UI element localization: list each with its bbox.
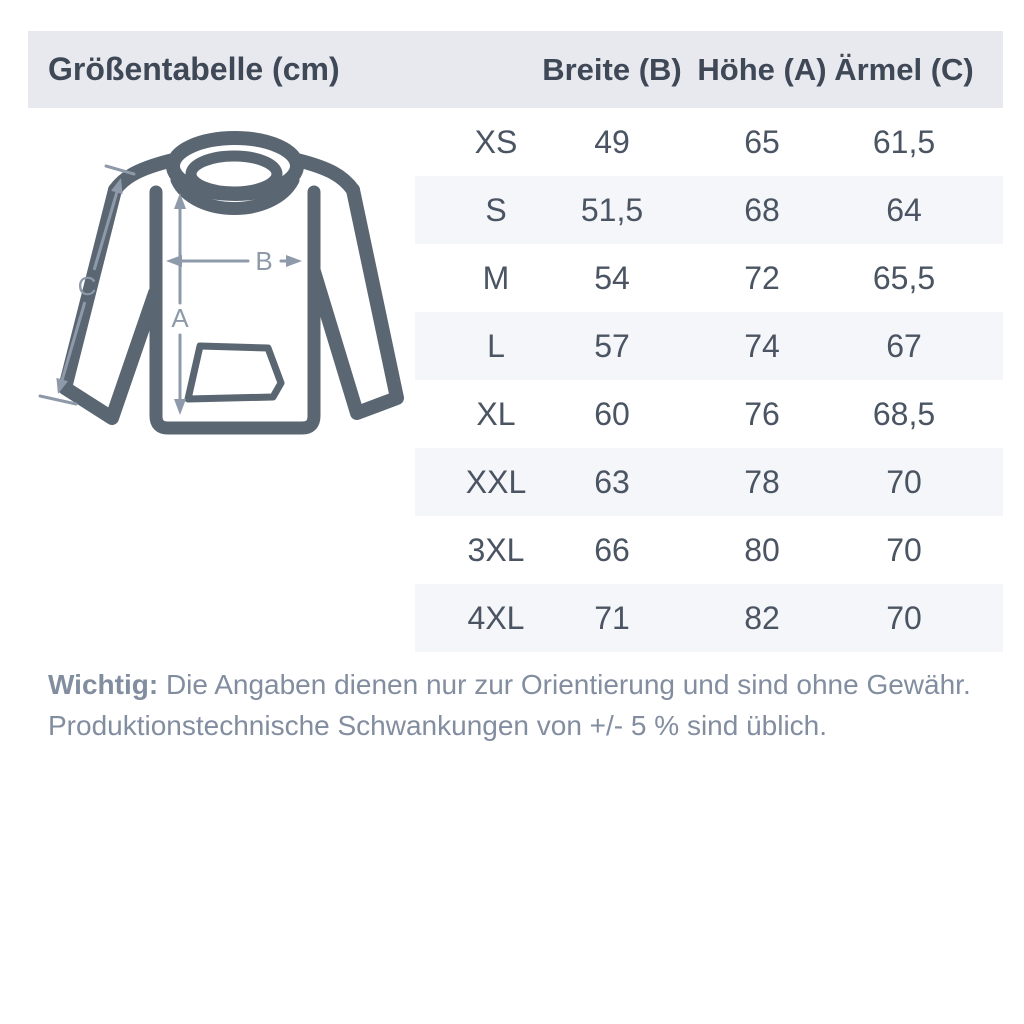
breite-value: 63 [594, 464, 630, 500]
hoehe-value: 68 [744, 192, 780, 228]
aermel-value: 70 [886, 600, 922, 636]
column-header-aermel: Ärmel (C) [834, 51, 974, 87]
footer-line-1 [48, 664, 983, 705]
hoehe-value: 72 [744, 260, 780, 296]
pocket-outline [188, 346, 281, 399]
size-table-body [415, 108, 1003, 652]
hoehe-value: 74 [744, 328, 780, 364]
size-label: XS [474, 124, 518, 160]
table-row [415, 244, 1003, 312]
table-row [415, 108, 1003, 176]
aermel-value: 67 [886, 328, 922, 364]
footer-line-1-text: Die Angaben dienen nur zur Orientierung und sind ohne Gewähr. [165, 669, 971, 700]
table-row [415, 448, 1003, 516]
hoehe-value: 82 [744, 600, 780, 636]
dimension-label-b: B [255, 246, 273, 276]
left-sleeve-outline [65, 190, 155, 418]
hoehe-value: 76 [744, 396, 780, 432]
hood-opening-ring [191, 156, 277, 192]
footer-bold-label: Wichtig: [48, 669, 159, 700]
right-sleeve-outline [312, 190, 397, 413]
size-label: S [485, 192, 507, 228]
aermel-value: 70 [886, 464, 922, 500]
table-row [415, 584, 1003, 652]
dimension-label-a: A [171, 303, 189, 333]
size-label: M [482, 260, 510, 296]
size-label: L [487, 328, 505, 364]
page-title: Größentabelle (cm) [48, 51, 340, 87]
breite-value: 71 [594, 600, 630, 636]
size-label: 3XL [467, 532, 525, 568]
footer-note [48, 664, 983, 746]
hoodie-diagram [35, 126, 407, 448]
footer-line-2: Produktionstechnische Schwankungen von +/- 5 % sind üblich. [48, 710, 828, 741]
aermel-value: 64 [886, 192, 922, 228]
breite-value: 51,5 [580, 192, 644, 228]
breite-value: 66 [594, 532, 630, 568]
size-label: XXL [465, 464, 527, 500]
breite-value: 49 [594, 124, 630, 160]
hoehe-value: 65 [744, 124, 780, 160]
column-header-hoehe: Höhe (A) [697, 51, 827, 87]
hoehe-value: 80 [744, 532, 780, 568]
dimension-label-c: C [77, 271, 97, 301]
aermel-value: 68,5 [872, 396, 936, 432]
table-header-band [28, 31, 1003, 108]
column-header-breite: Breite (B) [542, 51, 682, 87]
table-row [415, 176, 1003, 244]
breite-value: 54 [594, 260, 630, 296]
right-shoulder-outline [297, 160, 353, 190]
breite-value: 60 [594, 396, 630, 432]
hoehe-value: 78 [744, 464, 780, 500]
breite-value: 57 [594, 328, 630, 364]
table-row [415, 312, 1003, 380]
aermel-value: 61,5 [872, 124, 936, 160]
aermel-value: 70 [886, 532, 922, 568]
size-label: 4XL [467, 600, 525, 636]
aermel-value: 65,5 [872, 260, 936, 296]
size-label: XL [476, 396, 516, 432]
left-shoulder-outline [115, 160, 173, 190]
table-row [415, 516, 1003, 584]
table-row [415, 380, 1003, 448]
